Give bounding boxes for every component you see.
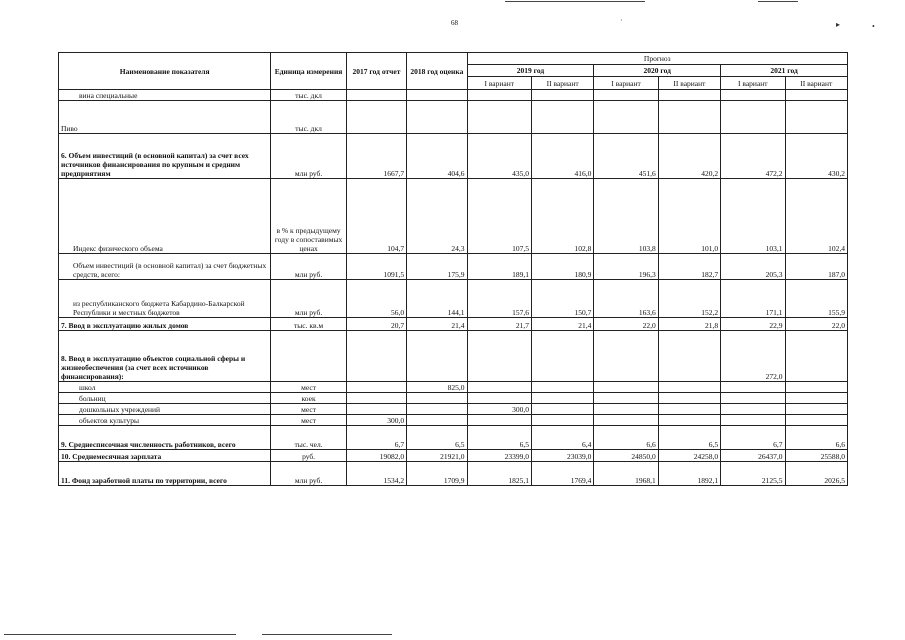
row-name: Пиво <box>59 101 271 134</box>
row-value <box>594 393 658 404</box>
row-value <box>531 393 593 404</box>
forecast-table <box>58 52 848 486</box>
row-value <box>531 101 593 134</box>
row-value: 825,0 <box>407 382 467 393</box>
row-value: 102,8 <box>531 179 593 254</box>
header-variant-2: II вариант <box>785 77 848 90</box>
row-value <box>658 415 720 426</box>
row-value: 205,3 <box>721 254 785 280</box>
row-value: 1769,4 <box>531 462 593 486</box>
header-variant-1: I вариант <box>594 77 658 90</box>
row-name: 8. Ввод в эксплуатацию объектов социальной сферы и жизнеобеспечения (за счет всех источников финансирования): <box>59 331 271 382</box>
row-name: дошкольных учреждений <box>59 404 271 415</box>
row-value: 2026,5 <box>785 462 848 486</box>
row-value: 451,6 <box>594 134 658 179</box>
row-value: 1968,1 <box>594 462 658 486</box>
row-unit: тыс. дкл <box>271 101 346 134</box>
row-value <box>658 101 720 134</box>
table-row <box>59 450 848 462</box>
row-value <box>785 393 848 404</box>
row-value <box>594 331 658 382</box>
row-value <box>721 382 785 393</box>
row-unit: млн руб. <box>271 254 346 280</box>
row-value: 107,5 <box>467 179 531 254</box>
row-name: Объем инвестиций (в основной капитал) за счет бюджетных средств, всего: <box>59 254 271 280</box>
row-value <box>658 404 720 415</box>
row-name: из республиканского бюджета Кабардино-Балкарской Республики и местных бюджетов <box>59 280 271 318</box>
row-value <box>467 101 531 134</box>
row-value <box>407 415 467 426</box>
table-row <box>59 318 848 331</box>
table-row <box>59 382 848 393</box>
table-row <box>59 415 848 426</box>
row-unit: руб. <box>271 450 346 462</box>
row-value: 1709,9 <box>407 462 467 486</box>
row-value <box>407 404 467 415</box>
header-name: Наименование показателя <box>59 53 271 90</box>
row-value: 155,9 <box>785 280 848 318</box>
header-2021: 2021 год <box>721 65 848 77</box>
row-value: 56,0 <box>346 280 406 318</box>
row-unit <box>271 331 346 382</box>
row-value <box>721 90 785 101</box>
row-value: 21921,0 <box>407 450 467 462</box>
row-value: 1534,2 <box>346 462 406 486</box>
row-unit: тыс. дкл <box>271 90 346 101</box>
row-value: 189,1 <box>467 254 531 280</box>
row-value <box>407 331 467 382</box>
row-name: 11. Фонд заработной платы по территории, всего <box>59 462 271 486</box>
scan-mark: • <box>872 22 875 31</box>
row-value <box>407 101 467 134</box>
row-value: 6,5 <box>467 426 531 450</box>
row-value: 20,7 <box>346 318 406 331</box>
header-unit: Единица измерения <box>271 53 346 90</box>
row-value: 2125,5 <box>721 462 785 486</box>
row-value: 25588,0 <box>785 450 848 462</box>
table-row <box>59 462 848 486</box>
row-value: 103,8 <box>594 179 658 254</box>
row-name: 9. Среднесписочная численность работников, всего <box>59 426 271 450</box>
scan-dot: · <box>620 16 623 25</box>
row-value: 300,0 <box>467 404 531 415</box>
row-name: Индекс физического объема <box>59 179 271 254</box>
table-row <box>59 90 848 101</box>
row-value <box>785 415 848 426</box>
row-unit: мест <box>271 404 346 415</box>
row-value <box>531 331 593 382</box>
row-value: 6,6 <box>594 426 658 450</box>
row-value: 6,7 <box>346 426 406 450</box>
row-value: 103,1 <box>721 179 785 254</box>
row-value <box>531 90 593 101</box>
table-row <box>59 393 848 404</box>
row-value: 300,0 <box>346 415 406 426</box>
row-value: 1892,1 <box>658 462 720 486</box>
header-2018: 2018 год оценка <box>407 53 467 90</box>
row-unit: в % к предыдущему году в сопоставимых ценах <box>271 179 346 254</box>
scan-line <box>505 1 645 2</box>
row-value: 152,2 <box>658 280 720 318</box>
table-row <box>59 280 848 318</box>
row-value <box>594 382 658 393</box>
row-value: 22,0 <box>785 318 848 331</box>
row-value <box>346 90 406 101</box>
row-value: 420,2 <box>658 134 720 179</box>
row-value <box>594 101 658 134</box>
table-row <box>59 254 848 280</box>
row-value <box>594 415 658 426</box>
row-value: 6,5 <box>658 426 720 450</box>
row-name: школ <box>59 382 271 393</box>
row-value: 157,6 <box>467 280 531 318</box>
row-value: 23399,0 <box>467 450 531 462</box>
header-variant-1: I вариант <box>721 77 785 90</box>
row-value <box>785 382 848 393</box>
row-value: 196,3 <box>594 254 658 280</box>
row-name: 7. Ввод в эксплуатацию жилых домов <box>59 318 271 331</box>
scan-line <box>262 634 392 635</box>
row-value: 24,3 <box>407 179 467 254</box>
row-value <box>407 90 467 101</box>
header-variant-2: II вариант <box>658 77 720 90</box>
page-number: 68 <box>451 19 458 27</box>
header-2019: 2019 год <box>467 65 594 77</box>
row-value: 187,0 <box>785 254 848 280</box>
header-variant-1: I вариант <box>467 77 531 90</box>
row-value <box>467 90 531 101</box>
row-value <box>467 382 531 393</box>
row-value <box>658 331 720 382</box>
row-value: 21,4 <box>407 318 467 331</box>
row-value <box>467 415 531 426</box>
row-value: 19082,0 <box>346 450 406 462</box>
row-value: 150,7 <box>531 280 593 318</box>
row-value <box>785 331 848 382</box>
table-row <box>59 179 848 254</box>
table-row <box>59 101 848 134</box>
row-value <box>594 404 658 415</box>
row-value: 101,0 <box>658 179 720 254</box>
row-value <box>594 90 658 101</box>
row-value: 1667,7 <box>346 134 406 179</box>
header-2017: 2017 год отчет <box>346 53 406 90</box>
row-value <box>467 393 531 404</box>
scan-line <box>4 634 236 635</box>
row-value <box>658 382 720 393</box>
row-value: 24850,0 <box>594 450 658 462</box>
row-value: 182,7 <box>658 254 720 280</box>
scan-mark: ▸ <box>836 20 841 29</box>
row-value: 435,0 <box>467 134 531 179</box>
row-name: 10. Среднемесячная зарплата <box>59 450 271 462</box>
row-value: 404,6 <box>407 134 467 179</box>
header-variant-2: II вариант <box>531 77 593 90</box>
row-value <box>658 90 720 101</box>
row-value <box>658 393 720 404</box>
row-unit: мест <box>271 415 346 426</box>
row-value: 272,0 <box>721 331 785 382</box>
row-value <box>467 331 531 382</box>
row-unit: коек <box>271 393 346 404</box>
row-value: 22,9 <box>721 318 785 331</box>
row-value: 430,2 <box>785 134 848 179</box>
row-value <box>785 101 848 134</box>
row-value: 472,2 <box>721 134 785 179</box>
row-unit: млн руб. <box>271 134 346 179</box>
table-row <box>59 404 848 415</box>
row-unit: тыс. чел. <box>271 426 346 450</box>
table-row <box>59 331 848 382</box>
row-value <box>346 404 406 415</box>
row-value <box>785 404 848 415</box>
row-value: 175,9 <box>407 254 467 280</box>
row-value: 102,4 <box>785 179 848 254</box>
row-value: 416,0 <box>531 134 593 179</box>
row-value <box>346 331 406 382</box>
header-2020: 2020 год <box>594 65 721 77</box>
row-value: 23039,0 <box>531 450 593 462</box>
row-value: 6,4 <box>531 426 593 450</box>
table-row <box>59 426 848 450</box>
row-value <box>721 393 785 404</box>
row-value <box>531 404 593 415</box>
table-row <box>59 134 848 179</box>
row-value: 104,7 <box>346 179 406 254</box>
row-value: 144,1 <box>407 280 467 318</box>
row-value: 21,4 <box>531 318 593 331</box>
header-forecast: Прогноз <box>467 53 847 65</box>
row-value <box>785 90 848 101</box>
row-unit: млн руб. <box>271 280 346 318</box>
row-value: 1825,1 <box>467 462 531 486</box>
row-value: 24258,0 <box>658 450 720 462</box>
row-name: больниц <box>59 393 271 404</box>
table-body <box>59 90 848 486</box>
row-value <box>346 382 406 393</box>
row-value <box>721 404 785 415</box>
row-name: 6. Объем инвестиций (в основной капитал) за счет всех источников финансирования по крупным и средним предприятиям <box>59 134 271 179</box>
row-value: 6,6 <box>785 426 848 450</box>
row-value: 21,8 <box>658 318 720 331</box>
scan-line <box>758 1 798 2</box>
row-value: 1091,5 <box>346 254 406 280</box>
row-value: 21,7 <box>467 318 531 331</box>
row-value <box>346 101 406 134</box>
row-name: вина специальные <box>59 90 271 101</box>
row-value <box>407 393 467 404</box>
row-value: 163,6 <box>594 280 658 318</box>
row-value: 26437,0 <box>721 450 785 462</box>
row-name: объектов культуры <box>59 415 271 426</box>
row-value: 6,7 <box>721 426 785 450</box>
row-value <box>531 382 593 393</box>
row-value <box>531 415 593 426</box>
row-unit: млн руб. <box>271 462 346 486</box>
row-value: 22,0 <box>594 318 658 331</box>
row-value: 180,9 <box>531 254 593 280</box>
row-value: 171,1 <box>721 280 785 318</box>
row-value: 6,5 <box>407 426 467 450</box>
row-value <box>346 393 406 404</box>
row-value <box>721 415 785 426</box>
row-unit: мест <box>271 382 346 393</box>
row-unit: тыс. кв.м <box>271 318 346 331</box>
row-value <box>721 101 785 134</box>
